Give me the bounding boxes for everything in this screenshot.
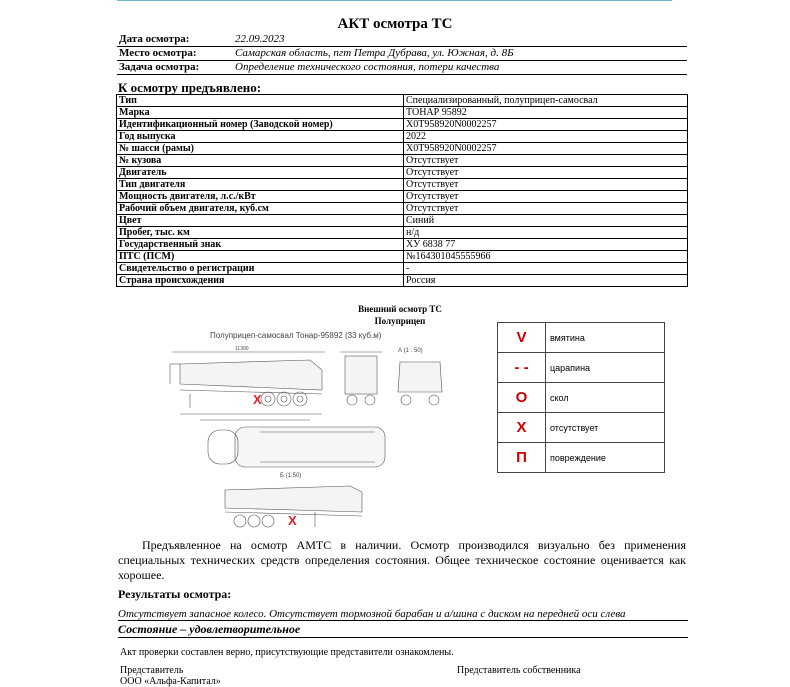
view-b-label: Б (1:50): [280, 473, 302, 479]
verification-note: Акт проверки составлен верно, присутствующие представители ознакомлены.: [120, 647, 454, 658]
spec-value: ХУ 6838 77: [404, 239, 688, 251]
missing-mark: X: [253, 392, 262, 407]
spec-row: [117, 239, 688, 251]
spec-value: Отсутствует: [404, 191, 688, 203]
header-label: Место осмотра:: [119, 47, 197, 59]
header-label: Задача осмотра:: [119, 61, 200, 73]
spec-value: Синий: [404, 215, 688, 227]
status-text: Состояние – удовлетворительное: [118, 622, 688, 638]
spec-value: -: [404, 263, 688, 275]
legend-label: отсутствует: [546, 413, 665, 443]
legend-label: скол: [546, 383, 665, 413]
results-title: Результаты осмотра:: [118, 587, 232, 601]
legend-label: царапина: [546, 353, 665, 383]
spec-row: [117, 179, 688, 191]
signature-left-org: ООО «Альфа-Капитал»: [120, 676, 221, 687]
legend-symbol: V: [498, 323, 546, 353]
missing-mark: X: [288, 513, 297, 528]
spec-row: [117, 119, 688, 131]
spec-value: Отсутствует: [404, 155, 688, 167]
legend-label: повреждение: [546, 443, 665, 473]
spec-row: [117, 251, 688, 263]
spec-row: [117, 167, 688, 179]
spec-value: X0T958920N0002257: [404, 119, 688, 131]
document-title: АКТ осмотра ТС: [337, 16, 453, 32]
header-row-place: [117, 47, 687, 61]
spec-key: Свидетельство о регистрации: [117, 263, 404, 275]
spec-key: Год выпуска: [117, 131, 404, 143]
legend-label: вмятина: [546, 323, 665, 353]
legend-row: [498, 323, 665, 353]
header-row-date: [117, 33, 687, 47]
spec-value: Отсутствует: [404, 167, 688, 179]
spec-row: [117, 215, 688, 227]
spec-key: Страна происхождения: [117, 275, 404, 287]
header-label: Дата осмотра:: [119, 33, 190, 45]
spec-value: ТОНАР 95892: [404, 107, 688, 119]
spec-key: Пробег, тыс. км: [117, 227, 404, 239]
spec-value: Россия: [404, 275, 688, 287]
signature-left: Представитель: [120, 665, 184, 676]
spec-key: Рабочий объем двигателя, куб.см: [117, 203, 404, 215]
spec-row: [117, 263, 688, 275]
spec-row: [117, 191, 688, 203]
drawing-caption: Полуприцеп-самосвал Тонар-95892 (33 куб.м): [210, 331, 382, 340]
spec-value: X0T958920N0002257: [404, 143, 688, 155]
spec-row: [117, 227, 688, 239]
trailer-drawing: [150, 322, 490, 537]
legend-row: [498, 353, 665, 383]
spec-key: № кузова: [117, 155, 404, 167]
spec-row: [117, 107, 688, 119]
spec-value: №164301045555966: [404, 251, 688, 263]
spec-row: [117, 155, 688, 167]
header-value: 22.09.2023: [235, 33, 285, 45]
header-value: Самарская область, пгт Петра Дубрава, ул. Южная, д. 8Б: [235, 47, 514, 59]
spec-value: Отсутствует: [404, 203, 688, 215]
spec-key: Государственный знак: [117, 239, 404, 251]
view-a-label: А (1 : 50): [398, 348, 423, 354]
legend-symbol: П: [498, 443, 546, 473]
spec-key: Двигатель: [117, 167, 404, 179]
legend-row: [498, 413, 665, 443]
spec-key: Мощность двигателя, л.с./кВт: [117, 191, 404, 203]
top-rule: [117, 0, 672, 1]
results-text: Отсутствует запасное колесо. Отсутствует тормозной барабан и а/шина с диском на передней оси слева: [118, 608, 688, 621]
damage-legend: [497, 322, 665, 473]
spec-row: [117, 203, 688, 215]
header-value: Определение технического состояния, потери качества: [235, 61, 500, 73]
spec-value: Специализированный, полуприцеп-самосвал: [404, 95, 688, 107]
legend-symbol: - -: [498, 353, 546, 383]
spec-key: Идентификационный номер (Заводской номер): [117, 119, 404, 131]
signature-right: Представитель собственника: [457, 665, 581, 676]
legend-symbol: X: [498, 413, 546, 443]
spec-table: [116, 94, 688, 287]
spec-value: Отсутствует: [404, 179, 688, 191]
spec-key: ПТС (ПСМ): [117, 251, 404, 263]
spec-key: Тип двигателя: [117, 179, 404, 191]
spec-row: [117, 275, 688, 287]
spec-key: Марка: [117, 107, 404, 119]
spec-key: № шасси (рамы): [117, 143, 404, 155]
inspection-paragraph: Предъявленное на осмотр АМТС в наличии. Осмотр производился визуально без применения специальных технических средств определения состояния. Общее техническое состояние оценивается как хорошее.: [118, 538, 686, 582]
dimension-label: 11300: [235, 346, 249, 352]
spec-key: Тип: [117, 95, 404, 107]
header-row-task: [117, 61, 687, 75]
spec-value: н/д: [404, 227, 688, 239]
presented-title: К осмотру предъявлено:: [118, 80, 262, 95]
spec-row: [117, 95, 688, 107]
legend-symbol: O: [498, 383, 546, 413]
external-title-line1: Внешний осмотр ТС: [358, 304, 442, 314]
legend-row: [498, 383, 665, 413]
legend-row: [498, 443, 665, 473]
spec-key: Цвет: [117, 215, 404, 227]
spec-row: [117, 131, 688, 143]
spec-row: [117, 143, 688, 155]
spec-value: 2022: [404, 131, 688, 143]
external-title-line2: Полуприцеп: [374, 316, 426, 326]
